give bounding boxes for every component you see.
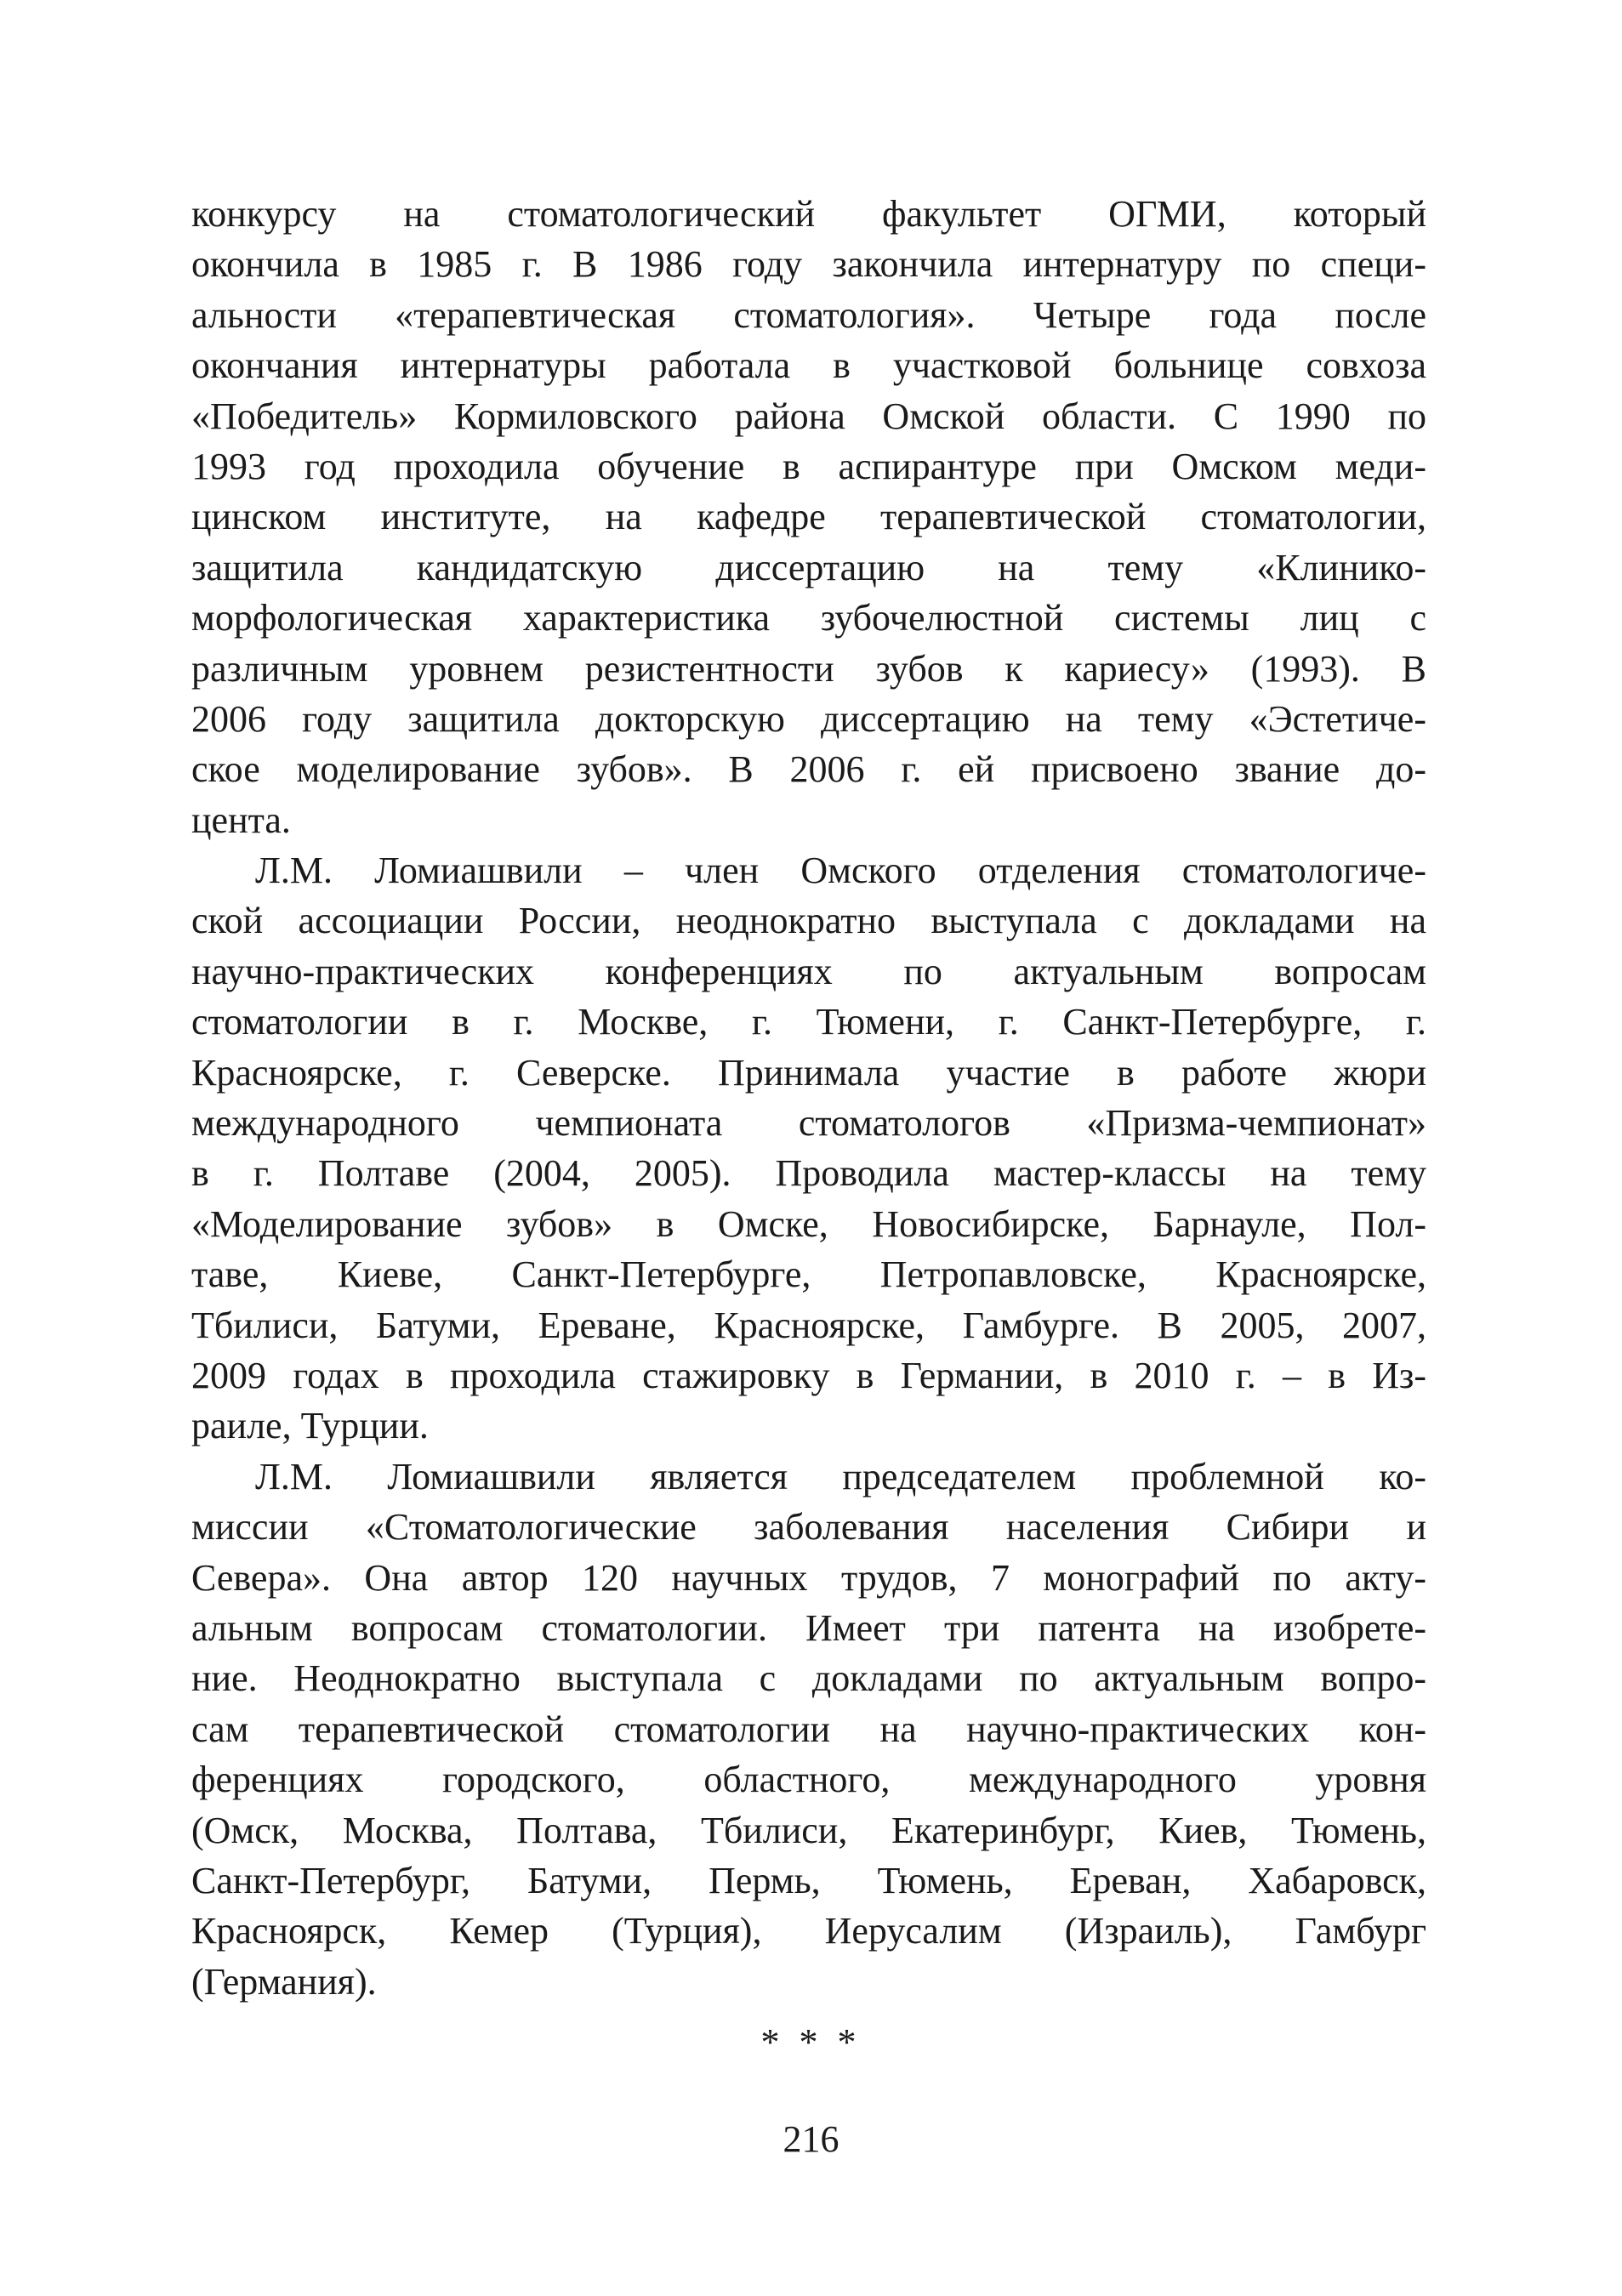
text-line: 2006 году защитила докторскую диссертацию на тему «Эстетиче-	[191, 697, 1426, 740]
text-line: 2009 годах в проходила стажировку в Германии, в 2010 г. – в Из-	[191, 1354, 1426, 1396]
text-line: Красноярске, г. Северске. Принимала участие в работе жюри	[191, 1051, 1426, 1094]
text-line: международного чемпионата стоматологов «Призма-чемпионат»	[191, 1102, 1426, 1145]
text-line: окончания интернатуры работала в участковой больнице совхоза	[191, 344, 1426, 387]
text-line: (Омск, Москва, Полтава, Тбилиси, Екатеринбург, Киев, Тюмень,	[191, 1809, 1426, 1851]
text-line: таве, Киеве, Санкт-Петербурге, Петропавловске, Красноярске,	[191, 1253, 1426, 1296]
text-line: миссии «Стоматологические заболевания населения Сибири и	[191, 1506, 1426, 1549]
text-line: стоматологии в г. Москве, г. Тюмени, г. Санкт-Петербурге, г.	[191, 1001, 1426, 1043]
text-line: Л.М. Ломиашвили – член Омского отделения стоматологиче-	[255, 850, 1426, 892]
paragraph-1	[191, 189, 1426, 845]
text-line: окончила в 1985 г. В 1986 году закончила интернатуру по специ-	[191, 243, 1426, 286]
text-line: сам терапевтической стоматологии на научно-практических кон-	[191, 1708, 1426, 1750]
paragraph-2	[191, 845, 1426, 1452]
text-line: ское моделирование зубов». В 2006 г. ей присвоено звание до-	[191, 748, 1426, 791]
text-line: 1993 год проходила обучение в аспирантуре при Омском меди-	[191, 445, 1426, 487]
text-line: раиле, Турции.	[191, 1405, 429, 1447]
text-line: альным вопросам стоматологии. Имеет три патента на изобрете-	[191, 1606, 1426, 1649]
text-line: (Германия).	[191, 1960, 377, 2003]
section-separator: * * *	[760, 2021, 862, 2063]
text-line: Л.М. Ломиашвили является председателем проблемной ко-	[255, 1455, 1426, 1498]
text-line: ференциях городского, областного, международного уровня	[191, 1759, 1426, 1801]
text-line: «Моделирование зубов» в Омске, Новосибирске, Барнауле, Пол-	[191, 1202, 1426, 1245]
text-line: Красноярск, Кемер (Турция), Иерусалим (Израиль), Гамбург	[191, 1910, 1426, 1952]
text-line: ние. Неоднократно выступала с докладами по актуальным вопро-	[191, 1657, 1426, 1700]
text-line: цента.	[191, 798, 291, 841]
text-line: «Победитель» Кормиловского района Омской области. С 1990 по	[191, 395, 1426, 437]
paragraph-3	[191, 1452, 1426, 2007]
text-line: альности «терапевтическая стоматология». Четыре года после	[191, 293, 1426, 336]
text-line: различным уровнем резистентности зубов к кариесу» (1993). В	[191, 647, 1426, 690]
text-line: Севера». Она автор 120 научных трудов, 7 монографий по акту-	[191, 1556, 1426, 1599]
page-number: 216	[783, 2118, 839, 2160]
text-line: ской ассоциации России, неоднократно выступала с докладами на	[191, 900, 1426, 942]
document-body	[191, 189, 1426, 2007]
text-line: Тбилиси, Батуми, Ереване, Красноярске, Гамбурге. В 2005, 2007,	[191, 1304, 1426, 1346]
text-line: конкурсу на стоматологический факультет ОГМИ, который	[191, 193, 1426, 235]
text-line: цинском институте, на кафедре терапевтической стоматологии,	[191, 496, 1426, 538]
text-line: в г. Полтаве (2004, 2005). Проводила мастер-классы на тему	[191, 1152, 1426, 1195]
text-line: морфологическая характеристика зубочелюстной системы лиц с	[191, 597, 1426, 639]
text-line: научно-практических конференциях по актуальным вопросам	[191, 950, 1426, 992]
text-line: защитила кандидатскую диссертацию на тему «Клинико-	[191, 546, 1426, 588]
text-line: Санкт-Петербург, Батуми, Пермь, Тюмень, Ереван, Хабаровск,	[191, 1859, 1426, 1901]
